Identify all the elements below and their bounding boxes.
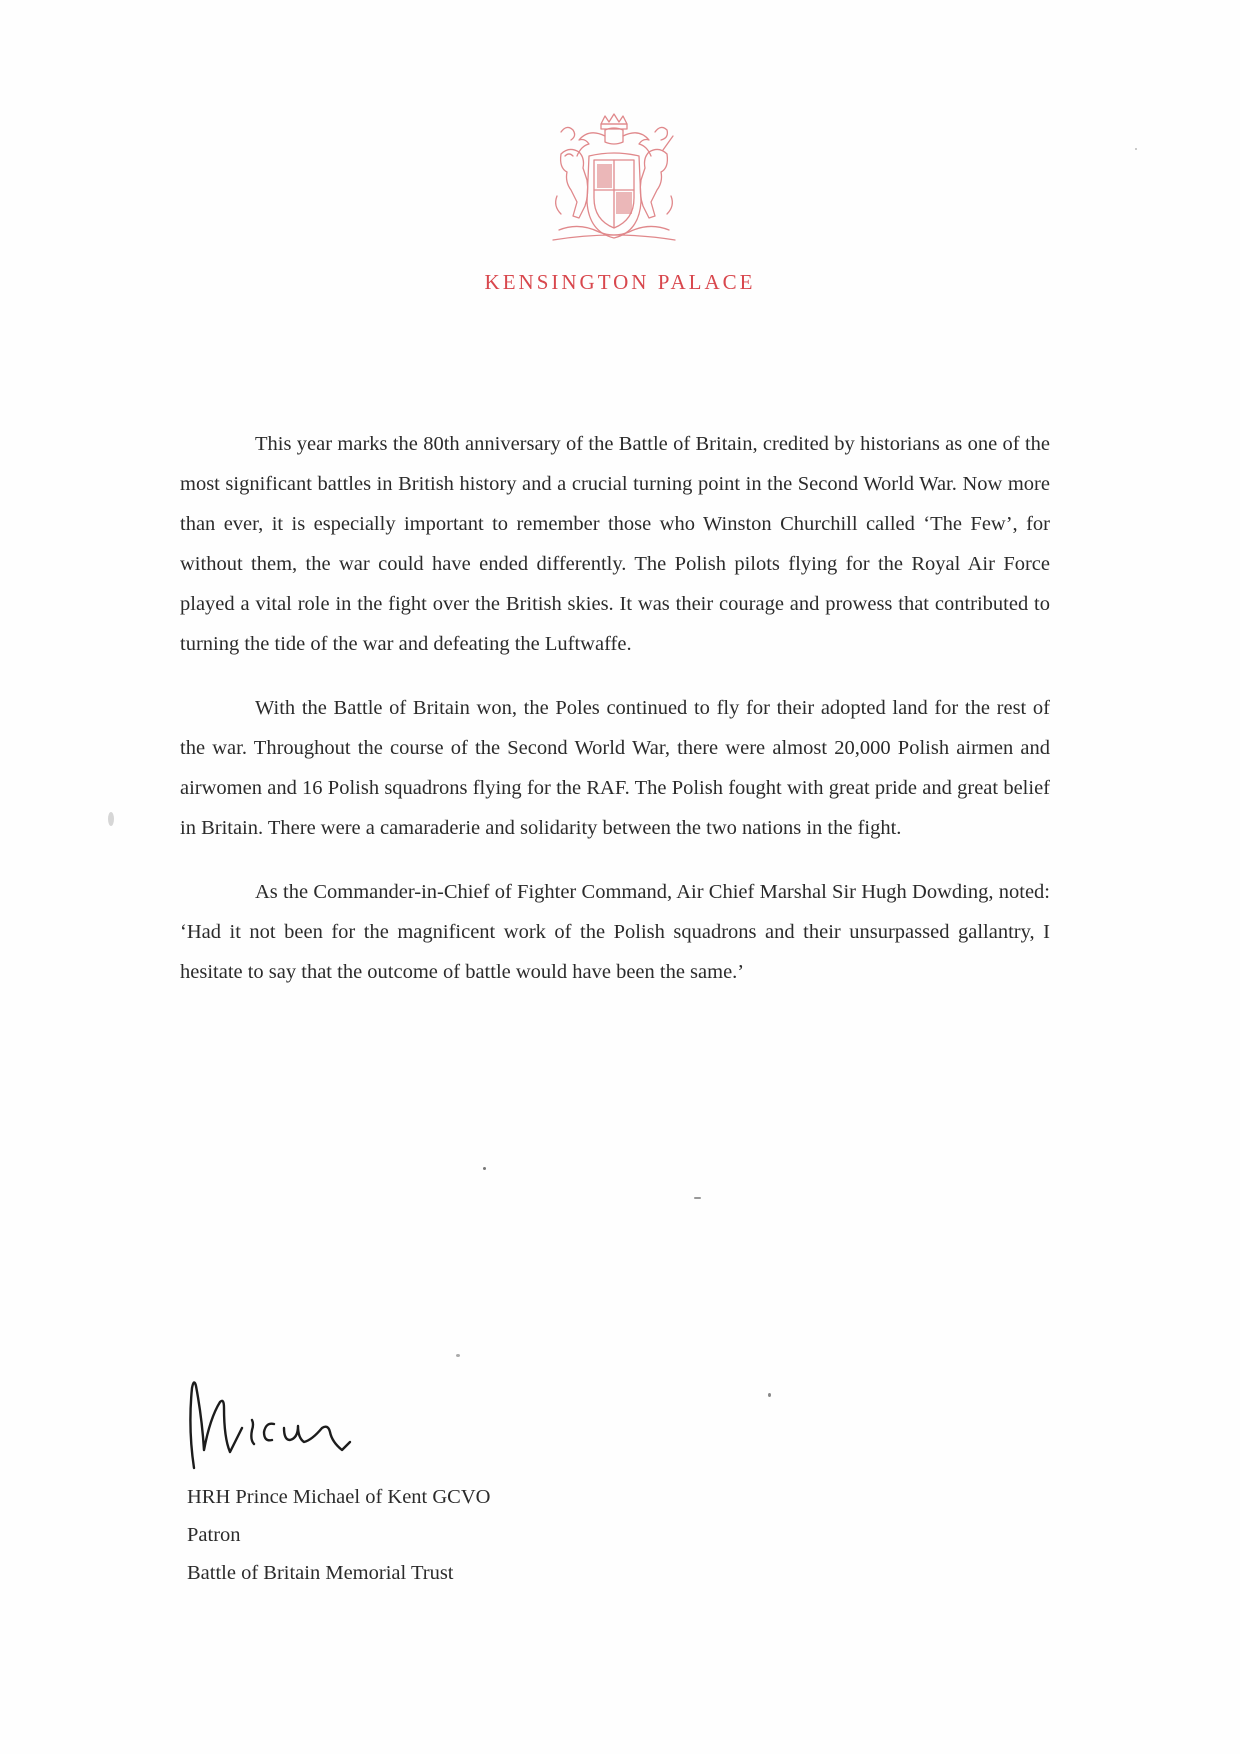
letterhead-title: KENSINGTON PALACE xyxy=(484,270,756,294)
paragraph: As the Commander-in-Chief of Fighter Command, Air Chief Marshal Sir Hugh Dowding, noted: ‘Had it not been for the magnificent work of the Polish squadrons and their unsurpassed gallantry, I hesitate to say that the outcome of battle would have been the same.’ xyxy=(180,881,1050,983)
scan-speck xyxy=(694,1197,701,1199)
scan-speck xyxy=(768,1393,771,1397)
signatory-name: HRH Prince Michael of Kent GCVO xyxy=(187,1486,491,1508)
scan-speck xyxy=(108,812,114,826)
scan-speck xyxy=(1135,148,1137,150)
royal-coat-of-arms-icon xyxy=(539,110,689,250)
handwritten-signature xyxy=(180,1358,400,1478)
scan-speck xyxy=(456,1354,460,1357)
scan-speck xyxy=(483,1167,486,1170)
paragraph: With the Battle of Britain won, the Poles continued to fly for their adopted land for the rest of the war. Throughout the course of the Second World War, there were almost 20,000 Polish airmen and airwomen and 16 Polish squadrons flying for the RAF. The Polish fought with great pride and great belief in Britain. There were a camaraderie and solidarity between the two nations in the fight. xyxy=(180,697,1050,839)
signatory-organisation: Battle of Britain Memorial Trust xyxy=(187,1562,454,1584)
paragraph: This year marks the 80th anniversary of the Battle of Britain, credited by historians as one of the most significant battles in British history and a crucial turning point in the Second World War. Now more than ever, it is especially important to remember those who Winston Churchill called ‘The Few’, for without them, the war could have ended differently. The Polish pilots flying for the Royal Air Force played a vital role in the fight over the British skies. It was their courage and prowess that contributed to turning the tide of the war and defeating the Luftwaffe. xyxy=(180,433,1050,655)
signatory-block xyxy=(187,1478,490,1592)
signatory-title: Patron xyxy=(187,1524,241,1546)
letter-body xyxy=(180,424,1050,1016)
